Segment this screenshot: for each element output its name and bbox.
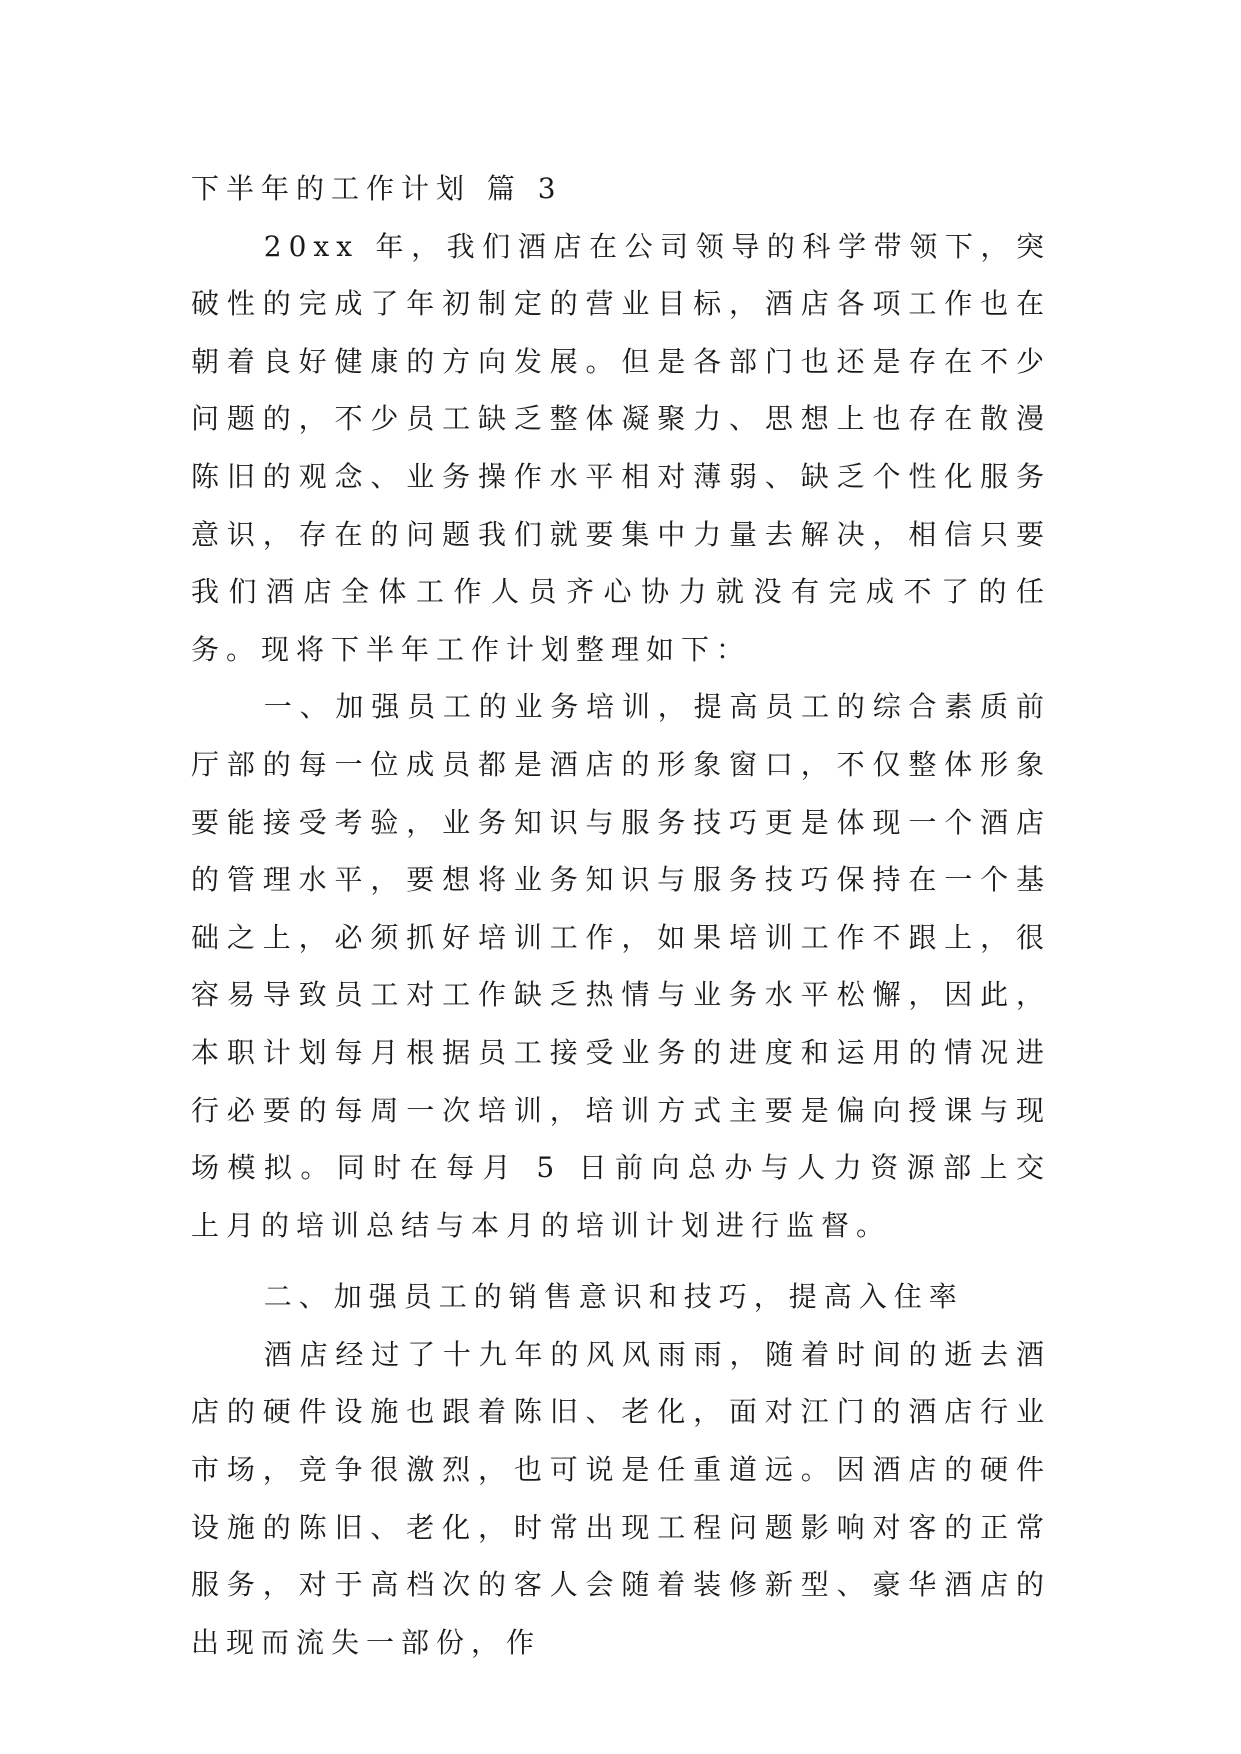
paragraph-intro: 20xx 年，我们酒店在公司领导的科学带领下，突破性的完成了年初制定的营业目标，酒店各项工作也在朝着良好健康的方向发展。但是各部门也还是存在不少问题的，不少员工缺乏整体凝聚力、思想上也存在散漫陈旧的观念、业务操作水平相对薄弱、缺乏个性化服务意识，存在的问题我们就要集中力量去解决，相信只要我们酒店全体工作人员齐心协力就没有完成不了的任务。现将下半年工作计划整理如下： (191, 229, 1051, 666)
paragraph-section-1: 一、加强员工的业务培训，提高员工的综合素质前厅部的每一位成员都是酒店的形象窗口，不仅整体形象要能接受考验，业务知识与服务技巧更是体现一个酒店的管理水平，要想将业务知识与服务技巧保持在一个基础之上，必须抓好培训工作，如果培训工作不跟上，很容易导致员工对工作缺乏热情与业务水平松懈，因此，本职计划每月根据员工接受业务的进度和运用的情况进行必要的每周一次培训，培训方式主要是偏向授课与现场模拟。同时在每月 5 日前向总办与人力资源部上交上月的培训总结与本月的培训计划进行监督。 (191, 690, 1051, 1242)
document-body (191, 160, 1051, 1671)
section-heading-2: 二、加强员工的销售意识和技巧，提高入住率 (263, 1280, 964, 1314)
document-title: 下半年的工作计划 篇 3 (191, 172, 563, 205)
paragraph-section-2: 酒店经过了十九年的风风雨雨，随着时间的逝去酒店的硬件设施也跟着陈旧、老化，面对江门的酒店行业市场，竞争很激烈，也可说是任重道远。因酒店的硬件设施的陈旧、老化，时常出现工程问题影响对客的正常服务，对于高档次的客人会随着装修新型、豪华酒店的出现而流失一部份，作 (191, 1337, 1051, 1659)
